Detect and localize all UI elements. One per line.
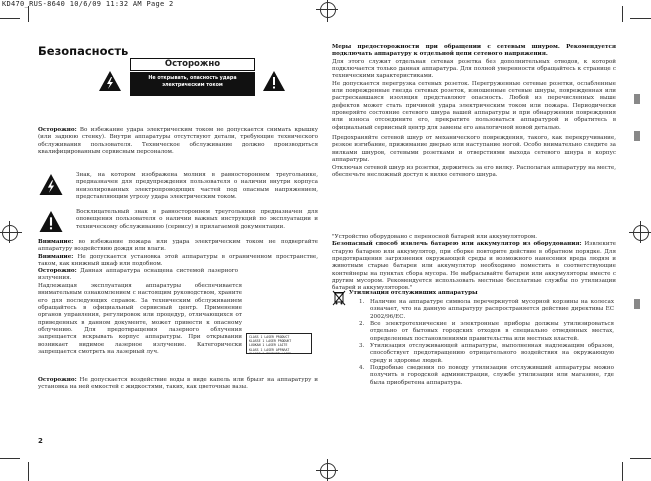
registration-mark: [640, 221, 641, 243]
edge-tab: [634, 131, 640, 141]
caution-label: Осторожно: [130, 58, 255, 71]
crop-mark: [0, 458, 20, 459]
registration-mark: [327, 0, 328, 22]
crop-mark: [622, 462, 623, 481]
lightning-explanation: Знак, на котором изображена молния в равностороннем треугольнике, предназначен для предупреждения пользователя о наличии внутри корпуса неизолированных электропроводящих частей под опасным напряжением, представляющим угрозу удара электрическим током.: [76, 172, 318, 201]
crop-mark: [630, 18, 651, 19]
crop-mark: [622, 6, 623, 22]
disposal-heading: Утилизация отслуживших аппаратуры: [349, 290, 478, 296]
list-item: 3. Утилизация отслуживающей аппаратуры, выполненная надлежащим образом, способствует предотвращению отрицательного воздействия на окружающую среду и здоровье людей.: [359, 343, 614, 364]
crop-mark: [630, 458, 651, 459]
edge-tab: [634, 299, 640, 309]
crossed-bin-icon: [332, 290, 346, 306]
registration-mark: [316, 9, 338, 10]
registration-mark: [0, 232, 22, 233]
registration-mark: [320, 463, 336, 479]
laser-paragraph-head: Осторожно: Данная аппаратура оснащена системой лазерного излучения.: [38, 268, 238, 282]
caution-paragraph: [38, 127, 318, 156]
list-item: 4. Подробные сведения по поводу утилизации отслуживший аппаратуры можно получить в городской администрации, службе утилизации или магазине, где была приобретена аппаратура.: [359, 365, 614, 386]
list-item: 2. Все электротехнические и электронные приборы должны утилизироваться отдельно от бытовых городских отходов в специально отведенных местах, определенных постановлениями правительства или местных властей.: [359, 321, 614, 342]
cord-heading: Меры предосторожности при обращении с сетевым шнуром. Рекомендуется подключать аппаратуру к отдельной цепи сетевого напряжения.: [332, 44, 616, 58]
crop-mark: [28, 6, 29, 22]
laser-class-label: CLASS 1 LASER PRODUCT KLASSE 1 LASER PRODUKT LUOKAN 1 LASER LAITE KLASS 1 LASER APPARAT CLASSE 1 PRODUIT LASER: [246, 333, 312, 354]
registration-mark: [320, 2, 336, 18]
liquid-paragraph: Осторожно: Не допускается воздействие воды в виде капель или брызг на аппаратуру и установка на ней емкостей с жидкостями, таких, как цветочные вазы.: [38, 377, 318, 391]
list-item: 1. Наличие на аппаратуре символа перечеркнутой мусорной корзины на колесах означает, что на данную аппаратуру распространяется действие директивы ЕС 2002/96/ЕС.: [359, 299, 614, 320]
caution-body: Во избежание удара электрическим током не допускается снимать крышку (или заднюю стенку). Внутри аппаратуры отсутствуют детали, требующие технического обслуживания пользователя. Техническое обслуживание должно производиться квалифицированным сервисным персоналом.: [38, 127, 318, 156]
disposal-list: [356, 299, 614, 387]
battery-section: "Устройство оборудовано с переносной батарей или аккумулятором. Безопасный способ извлечь батарею или аккумулятор из оборудования: Извлеките старую батарею или аккумулятор, при сборке повторите действие в обратном порядке. Для предотвращения загрязнения окружающей среды и возможного нанесения вреда людям и животным старые батареи или аккумулятор необходимо поместить в соответствующие контейнеры на пунктах сбора мусора. Не выбрасывайте батареи или аккумуляторы вместе с другим мусором. Рекомендуется использовать местные бесплатные службы по утилизации батарей и аккумуляторов.": [332, 234, 616, 292]
attention2-bold: Внимание:: [38, 253, 74, 260]
print-header: KD470_RUS-8640 10/6/09 11:32 AM Page 2: [2, 0, 174, 8]
small-lightning-icon: [38, 173, 64, 196]
edge-tab: [634, 94, 640, 104]
registration-mark: [2, 225, 18, 241]
laser-paragraph: Надлежащая эксплуатация аппаратуры обеспечивается внимательным ознакомлением с настоящим руководством, храните его для последующих справок. За техническим обслуживанием обращайтесь в официальный сервисный центр. Применение органов управления, регулировок или процедур, отличающихся от приведенных в данном документе, может привести к опасному облучению. Для предотвращения лазерного облучения запрещается вскрывать корпус аппаратуры. При открывании возникает видимое лазерное излучение. Категорически запрещается смотреть на лазерный луч.: [38, 283, 242, 356]
power-cord-section: Меры предосторожности при обращении с сетевым шнуром. Рекомендуется подключать аппаратуру к отдельной цепи сетевого напряжения. Для этого служит отдельная сетевая розетка без дополнительных отводов, к которой подключается только данная аппаратура. Для полной уверенности обращайтесь к странице с техническими характеристиками. Не допускается перегрузка сетевых розеток. Перегруженные сетевые розетки, ослабленные или поврежденные гнезда сетевых розеток, изношенные сетевые шнуры, поврежденная или растрескавшаяся изоляция представляют опасность. Любой из перечисленных выше дефектов может стать причиной удара электрическим током или пожара. Периодически проверяйте состояние сетевого шнура вашей аппаратуры и при обнаружении повреждения или износа отсоедините его, прекратите пользоваться аппаратурой и обратитесь в официальный сервисный центр для замены его аналогичной новой деталью. Предохраняйте сетевой шнур от механического повреждения, такого, как перекручивание, резкое изгибание, прижимание дверью или наступание ногой. Особо внимательно следите за вилками шнуров, сетевыми розетками и отверстиями выхода сетевого шнура в корпус аппаратуры. Отключая сетевой шнур из розетки, держитесь за его вилку. Располагая аппаратуру на месте, обеспечьте несложный доступ к вилке сетевого шнура.: [332, 44, 616, 178]
attention-paragraphs: Внимание: во избежание пожара или удара электрическим током не подвергайте аппаратуру воздействию дождя или влаги. Внимание: Не допускается установка этой аппаратуры в ограниченном пространстве, таком, как книжный шкаф или подобном.: [38, 239, 318, 268]
caution-bold: Осторожно:: [38, 127, 77, 133]
exclamation-warning-icon: [262, 70, 286, 92]
crop-mark: [28, 462, 29, 481]
exclamation-explanation: Восклицательный знак в равностороннем треугольнике предназначен для оповещения пользователя о наличии важных инструкций по эксплуатации и техническому обслуживанию (сервису) в прилагаемой документации.: [76, 209, 318, 230]
registration-mark: [9, 221, 10, 243]
page-title: Безопасность: [38, 44, 129, 58]
liquid-bold: Осторожно:: [38, 377, 77, 383]
crop-mark: [0, 18, 20, 19]
laser-bold: Осторожно:: [38, 268, 77, 274]
small-exclamation-icon: [38, 210, 64, 233]
page-number: 2: [38, 437, 43, 445]
battery-bold: Безопасный способ извлечь батарею или аккумулятор из оборудования:: [332, 241, 582, 248]
registration-mark: [633, 225, 649, 241]
registration-mark: [316, 470, 338, 471]
caution-box: [130, 58, 255, 96]
caution-text: Не открывать, опасность удара электрическим током: [130, 72, 255, 96]
attention-bold: Внимание:: [38, 239, 74, 245]
lightning-warning-icon: [98, 70, 122, 92]
